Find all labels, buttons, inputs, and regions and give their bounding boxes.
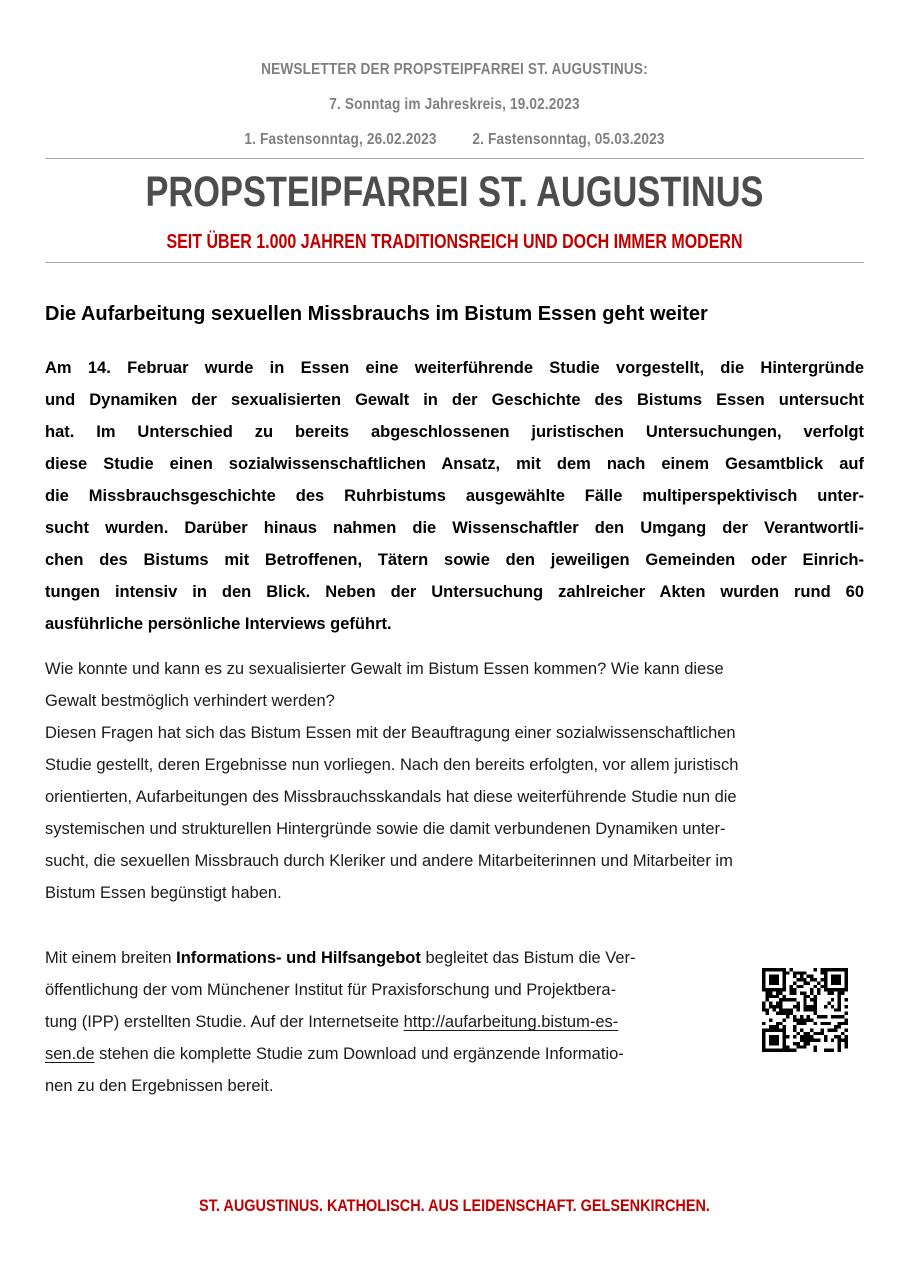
paragraph-line: systemischen und strukturellen Hintergründe sowie die damit verbundenen Dynamiken unter- <box>45 820 726 838</box>
paragraph-line: Diesen Fragen hat sich das Bistum Essen mit der Beauftragung einer sozialwissenschaftlichen <box>45 724 736 742</box>
header-date-fastensonntag-1: 1. Fastensonntag, 26.02.2023 <box>244 131 437 148</box>
aufarbeitung-link-part-1[interactable]: http://aufarbeitung.bistum-es- <box>403 1013 619 1031</box>
paragraph-line: hat. Im Unterschied zu bereits abgeschlossenen juristischen Untersuchungen, verfolgt <box>45 423 864 441</box>
article-heading: Die Aufarbeitung sexuellen Missbrauchs im Bistum Essen geht weiter <box>45 303 708 325</box>
paragraph-line <box>45 942 785 974</box>
paragraph-line: sucht, die sexuellen Missbrauch durch Kleriker und andere Mitarbeiterinnen und Mitarbeiter im <box>45 852 733 870</box>
paragraph-line: Studie gestellt, deren Ergebnisse nun vorliegen. Nach den bereits erfolgten, vor allem juristisch <box>45 756 739 774</box>
paragraph-line: öffentlichung der vom Münchener Institut für Praxisforschung und Projektbera- <box>45 981 617 999</box>
header-line-sunday: 7. Sonntag im Jahreskreis, 19.02.2023 <box>329 96 580 113</box>
paragraph-line: orientierten, Aufarbeitungen des Missbrauchsskandals hat diese weiterführende Studie nun die <box>45 788 737 806</box>
paragraph-line: und Dynamiken der sexualisierten Gewalt in der Geschichte des Bistums Essen untersucht <box>45 391 864 409</box>
header-line-lent-dates <box>68 122 841 157</box>
newsletter-header <box>0 52 909 157</box>
aufarbeitung-link-part-2[interactable]: sen.de <box>45 1045 95 1063</box>
text-segment: tung (IPP) erstellten Studie. Auf der Internetseite <box>45 1013 404 1031</box>
paragraph-line: die Missbrauchsgeschichte des Ruhrbistums ausgewählte Fälle multiperspektivisch unter- <box>45 487 864 505</box>
paragraph-line: Am 14. Februar wurde in Essen eine weiterführende Studie vorgestellt, die Hintergründe <box>45 359 864 377</box>
masthead-divider <box>45 262 864 263</box>
article-paragraph-questions <box>45 653 864 909</box>
paragraph-line: Gewalt bestmöglich verhindert werden? <box>45 692 335 710</box>
paragraph-line: Wie konnte und kann es zu sexualisierter Gewalt im Bistum Essen kommen? Wie kann diese <box>45 660 724 678</box>
text-segment: stehen die komplette Studie zum Download und ergänzende Informatio- <box>94 1045 624 1063</box>
qr-code-icon <box>762 968 848 1052</box>
header-line-newsletter: NEWSLETTER DER PROPSTEIPFARREI ST. AUGUSTINUS: <box>261 61 648 78</box>
paragraph-line <box>45 1038 785 1070</box>
masthead-subtitle: SEIT ÜBER 1.000 JAHREN TRADITIONSREICH UND DOCH IMMER MODERN <box>166 231 743 253</box>
header-divider <box>45 158 864 159</box>
footer-tagline: ST. AUGUSTINUS. KATHOLISCH. AUS LEIDENSCHAFT. GELSENKIRCHEN. <box>199 1196 710 1215</box>
text-segment: Mit einem breiten <box>45 949 177 967</box>
article-paragraph-infoangebot <box>45 942 785 1102</box>
paragraph-line: diese Studie einen sozialwissenschaftlichen Ansatz, mit dem nach einem Gesamtblick auf <box>45 455 864 473</box>
paragraph-line <box>45 1006 785 1038</box>
paragraph-line: ausführliche persönliche Interviews geführt. <box>45 615 392 633</box>
header-date-fastensonntag-2: 2. Fastensonntag, 05.03.2023 <box>472 131 665 148</box>
paragraph-line: nen zu den Ergebnissen bereit. <box>45 1077 274 1095</box>
masthead-title: PROPSTEIPFARREI ST. AUGUSTINUS <box>145 168 764 216</box>
text-segment: begleitet das Bistum die Ver- <box>420 949 636 967</box>
paragraph-line: chen des Bistums mit Betroffenen, Tätern sowie den jeweiligen Gemeinden oder Einrich- <box>45 551 864 569</box>
bold-text-informationsangebot: Informations- und Hilfsangebot <box>176 949 421 967</box>
paragraph-line: sucht wurden. Darüber hinaus nahmen die Wissenschaftler den Umgang der Verantwortli- <box>45 519 864 537</box>
paragraph-line: tungen intensiv in den Blick. Neben der Untersuchung zahlreicher Akten wurden rund 60 <box>45 583 864 601</box>
article-paragraph-study <box>45 352 864 640</box>
paragraph-line: Bistum Essen begünstigt haben. <box>45 884 282 902</box>
